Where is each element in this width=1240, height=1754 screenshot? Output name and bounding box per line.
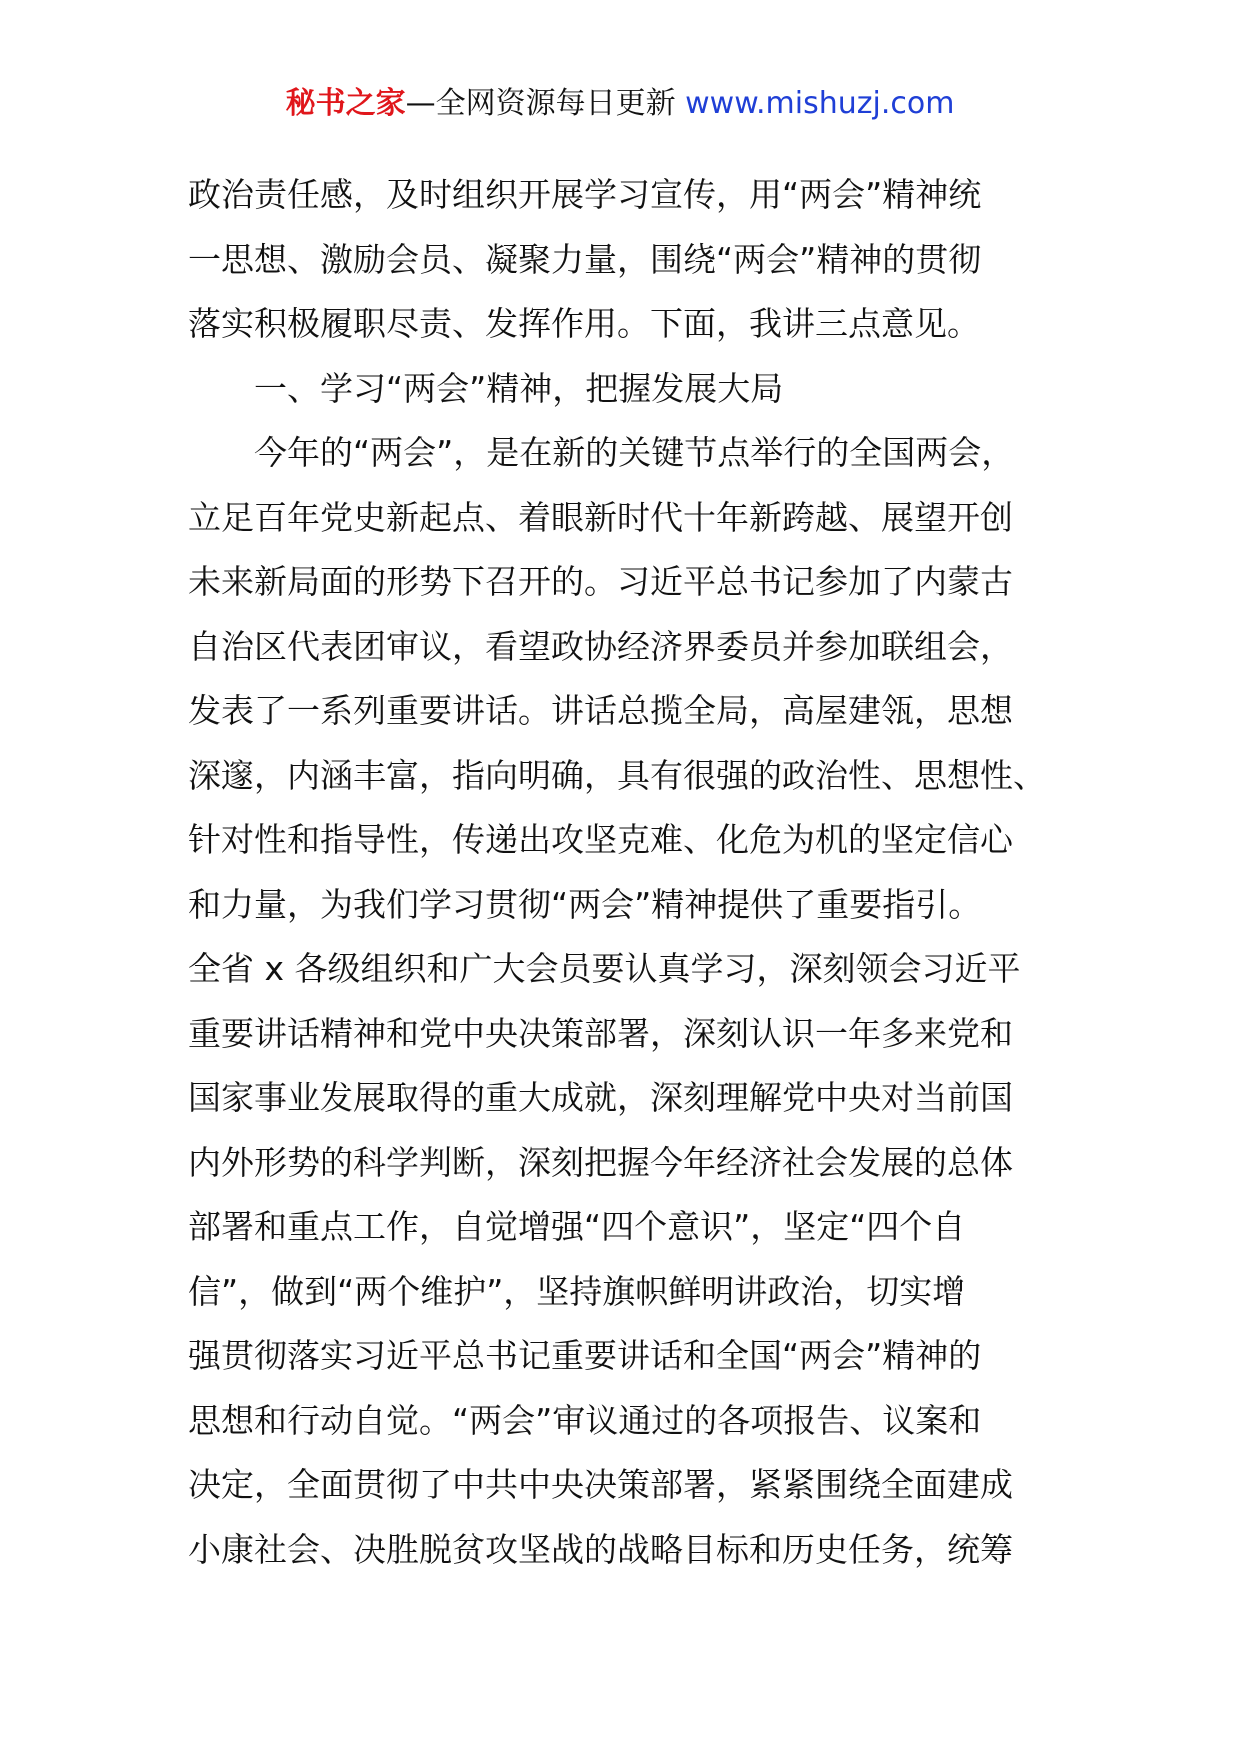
document-body <box>188 163 1068 1582</box>
text-line: 部署和重点工作，自觉增强“四个意识”，坚定“四个自 <box>188 1207 966 1246</box>
text-line: 一思想、激励会员、凝聚力量，围绕“两会”精神的贯彻 <box>188 239 982 279</box>
text-line: 立足百年党史新起点、着眼新时代十年新跨越、展望开创 <box>188 497 1013 537</box>
website-url[interactable]: www.mishuzj.com <box>685 86 955 121</box>
text-line: 政治责任感，及时组织开展学习宣传，用“两会”精神统 <box>188 175 982 214</box>
text-line: 落实积极履职尽责、发挥作用。下面，我讲三点意见。 <box>188 304 980 343</box>
text-line: 小康社会、决胜脱贫攻坚战的战略目标和历史任务，统筹 <box>188 1529 1013 1569</box>
text-line: 发表了一系列重要讲话。讲话总揽全局，高屋建瓴，思想 <box>188 691 1013 730</box>
page-header <box>0 84 1240 124</box>
text-line: 重要讲话精神和党中央决策部署，深刻认识一年多来党和 <box>188 1013 1013 1053</box>
brand-name: 秘书之家 <box>285 86 406 121</box>
text-line: 决定，全面贯彻了中共中央决策部署，紧紧围绕全面建成 <box>188 1465 1013 1504</box>
text-line: 强贯彻落实习近平总书记重要讲话和全国“两会”精神的 <box>188 1336 982 1375</box>
text-line: 深邃，内涵丰富，指向明确，具有很强的政治性、思想性、 <box>188 755 1046 795</box>
header-tagline: —全网资源每日更新 <box>405 86 686 121</box>
text-line: 思想和行动自觉。“两会”审议通过的各项报告、议案和 <box>188 1400 982 1440</box>
paragraph-start: 今年的“两会”，是在新的关键节点举行的全国两会， <box>254 433 1015 472</box>
text-line: 和力量，为我们学习贯彻“两会”精神提供了重要指引。 <box>188 884 982 924</box>
text-line: 针对性和指导性，传递出攻坚克难、化危为机的坚定信心 <box>188 820 1013 859</box>
text-line: 未来新局面的形势下召开的。习近平总书记参加了内蒙古 <box>188 562 1013 601</box>
text-line: 国家事业发展取得的重大成就，深刻理解党中央对当前国 <box>188 1078 1013 1117</box>
text-line: 自治区代表团审议，看望政协经济界委员并参加联组会， <box>188 626 1013 666</box>
section-heading: 一、学习“两会”精神，把握发展大局 <box>254 368 784 408</box>
text-line: 内外形势的科学判断，深刻把握今年经济社会发展的总体 <box>188 1142 1013 1182</box>
text-line: 全省 x 各级组织和广大会员要认真学习，深刻领会习近平 <box>188 949 1021 988</box>
text-line: 信”，做到“两个维护”，坚持旗帜鲜明讲政治，切实增 <box>188 1271 966 1311</box>
